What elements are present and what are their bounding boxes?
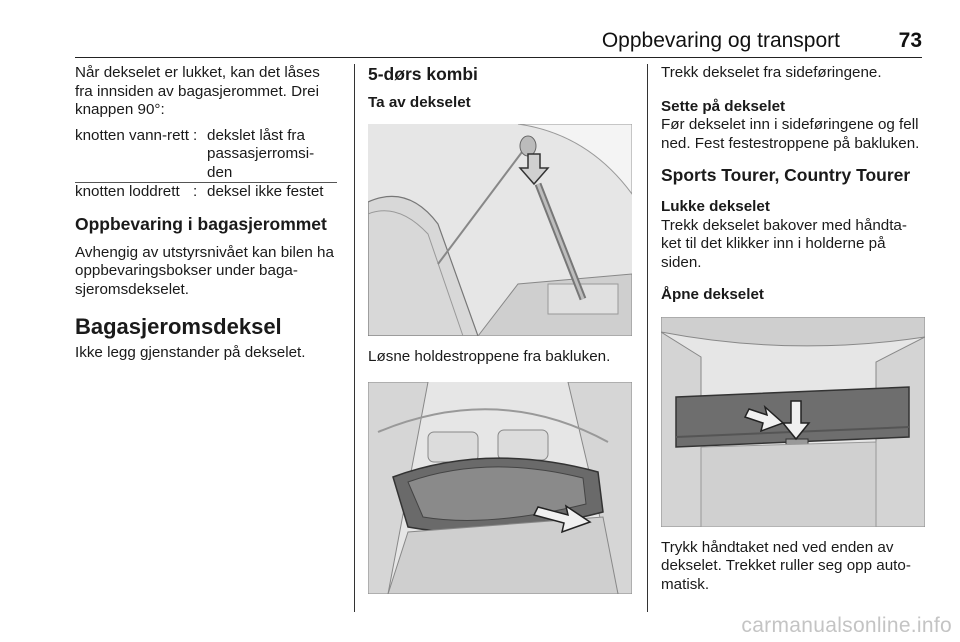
install-paragraph: Før dekselet inn i sideføringene og fell ned. Fest festestroppene på bakluken.: [661, 116, 920, 152]
open-paragraph: Trykk håndtaket ned ved enden av dekselet. Trekket ruller seg opp auto-matisk.: [661, 538, 911, 593]
roller-cover-illustration: [661, 317, 925, 527]
table-key: knotten loddrett: [75, 183, 180, 200]
heading-close: Lukke dekselet: [661, 198, 770, 215]
intro-paragraph: Når dekselet er lukket, kan det låses fra innsiden av bagasjerommet. Drei knappen 90°:: [75, 64, 320, 118]
storage-paragraph: Avhengig av utstyrsnivået kan bilen ha oppbevaringsbokser under baga-sjeromsdekselet.: [75, 243, 334, 298]
table-separator: :: [193, 183, 198, 200]
heading-tourer: Sports Tourer, Country Tourer: [661, 165, 911, 185]
page-header: [75, 27, 922, 58]
table-separator: :: [193, 126, 198, 144]
heading-install: Sette på dekselet: [661, 97, 786, 115]
table-row: [75, 127, 337, 183]
cargo-cover-removal-illustration: [368, 382, 632, 594]
column-1: [75, 64, 337, 363]
tailgate-strut-illustration: [368, 124, 632, 336]
heading-remove: Ta av dekselet: [368, 94, 471, 111]
table-value: deksel ikke festet: [207, 183, 324, 200]
page-number: 73: [898, 29, 922, 52]
close-paragraph: Trekk dekselet bakover med håndta-ket til det klikker inn i holderne på siden.: [661, 216, 907, 271]
cover-paragraph: Ikke legg gjenstander på dekselet.: [75, 344, 306, 361]
table-value: dekslet låst fra passasjerromsi-den: [207, 126, 315, 181]
heading-cover: Bagasjeromsdeksel: [75, 314, 282, 339]
table-key: knotten vann-rett: [75, 126, 189, 144]
heading-open: Åpne dekselet: [661, 286, 764, 303]
pull-paragraph: Trekk dekselet fra sideføringene.: [661, 64, 882, 81]
watermark: carmanualsonline.info: [741, 614, 952, 637]
knob-position-table: [75, 127, 337, 202]
column-2: [368, 64, 632, 594]
caption-straps: Løsne holdestroppene fra bakluken.: [368, 347, 611, 365]
column-divider: [647, 64, 648, 612]
chapter-title: Oppbevaring og transport: [601, 29, 840, 52]
column-divider: [354, 64, 355, 612]
column-3: [661, 64, 925, 594]
table-row: [75, 182, 337, 202]
heading-storage: Oppbevaring i bagasjerommet: [75, 213, 327, 234]
heading-5door: 5-dørs kombi: [368, 64, 478, 84]
